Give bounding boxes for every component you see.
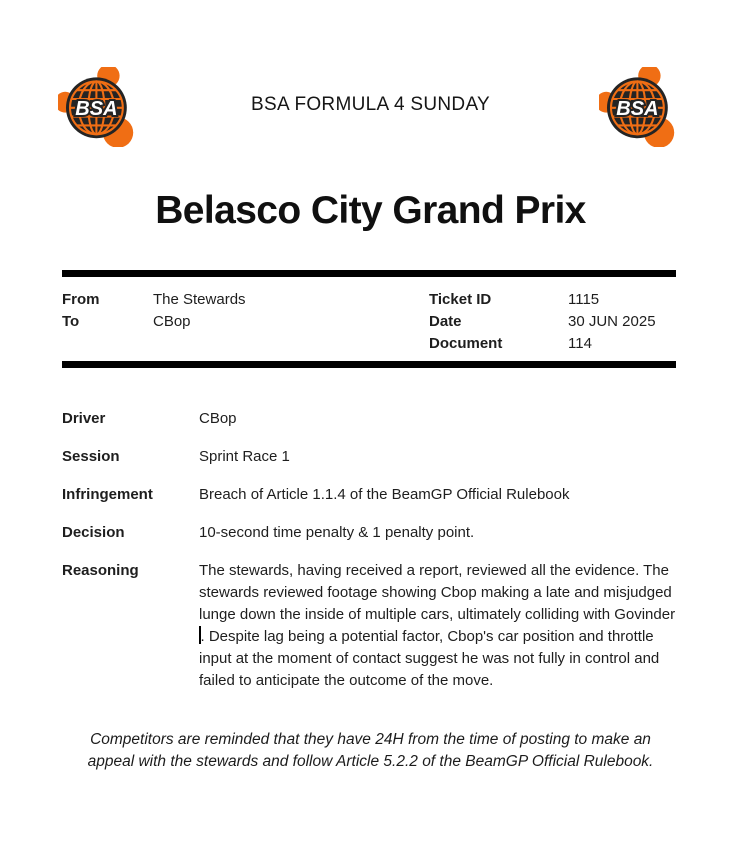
date-label: Date bbox=[429, 313, 462, 330]
infringement-label: Infringement bbox=[62, 486, 153, 503]
appeal-reminder-note: Competitors are reminded that they have 24H from the time of posting to make an appeal with the stewards and follow Article 5.2.2 of the BeamGP Official Rulebook. bbox=[87, 731, 654, 770]
detail-row-reasoning bbox=[62, 560, 676, 692]
reasoning-label: Reasoning bbox=[62, 562, 139, 579]
meta-column-correspondents bbox=[62, 289, 429, 355]
session-value: Sprint Race 1 bbox=[199, 448, 290, 465]
meta-column-document-info bbox=[429, 289, 676, 355]
reasoning-text[interactable] bbox=[199, 560, 676, 692]
to-label: To bbox=[62, 313, 80, 330]
document-value: 114 bbox=[568, 335, 592, 352]
from-value: The Stewards bbox=[153, 291, 246, 308]
logo-bsa-text: BSA bbox=[75, 98, 118, 120]
document-header bbox=[0, 0, 741, 146]
competition-title: BSA FORMULA 4 SUNDAY bbox=[251, 94, 490, 115]
meta-row-ticket-id bbox=[429, 289, 676, 311]
from-label: From bbox=[62, 291, 100, 308]
infringement-value: Breach of Article 1.1.4 of the BeamGP Official Rulebook bbox=[199, 486, 570, 503]
decision-label: Decision bbox=[62, 524, 125, 541]
decision-details bbox=[62, 408, 676, 692]
decision-value: 10-second time penalty & 1 penalty point. bbox=[199, 524, 475, 541]
detail-row-decision bbox=[62, 522, 676, 544]
event-title: Belasco City Grand Prix bbox=[155, 189, 586, 232]
detail-row-session bbox=[62, 446, 676, 468]
ticket-id-label: Ticket ID bbox=[429, 291, 492, 308]
logo-bsa-text: BSA bbox=[616, 98, 659, 120]
driver-label: Driver bbox=[62, 410, 106, 427]
driver-value: CBop bbox=[199, 410, 237, 427]
ticket-id-value: 1115 bbox=[568, 291, 600, 308]
bsa-globe-icon bbox=[599, 67, 679, 147]
detail-row-driver bbox=[62, 408, 676, 430]
meta-row-from bbox=[62, 289, 429, 311]
document-label: Document bbox=[429, 335, 503, 352]
meta-row-document bbox=[429, 333, 676, 355]
date-value: 30 JUN 2025 bbox=[568, 313, 656, 330]
reasoning-text-before-caret: The stewards, having received a report, reviewed all the evidence. The stewards reviewed footage showing Cbop making a late and misjudged lunge down the inside of multiple cars, ultimately colliding with Govinder bbox=[199, 562, 676, 623]
meta-row-date bbox=[429, 311, 676, 333]
meta-row-to bbox=[62, 311, 429, 333]
bsa-logo-right bbox=[599, 67, 679, 147]
session-label: Session bbox=[62, 448, 120, 465]
reasoning-text-after-caret: . Despite lag being a potential factor, Cbop's car position and throttle input at the moment of contact suggest he was not fully in control and failed to anticipate the outcome of the move. bbox=[199, 628, 660, 689]
detail-row-infringement bbox=[62, 484, 676, 506]
to-value: CBop bbox=[153, 313, 191, 330]
meta-table bbox=[62, 270, 676, 368]
